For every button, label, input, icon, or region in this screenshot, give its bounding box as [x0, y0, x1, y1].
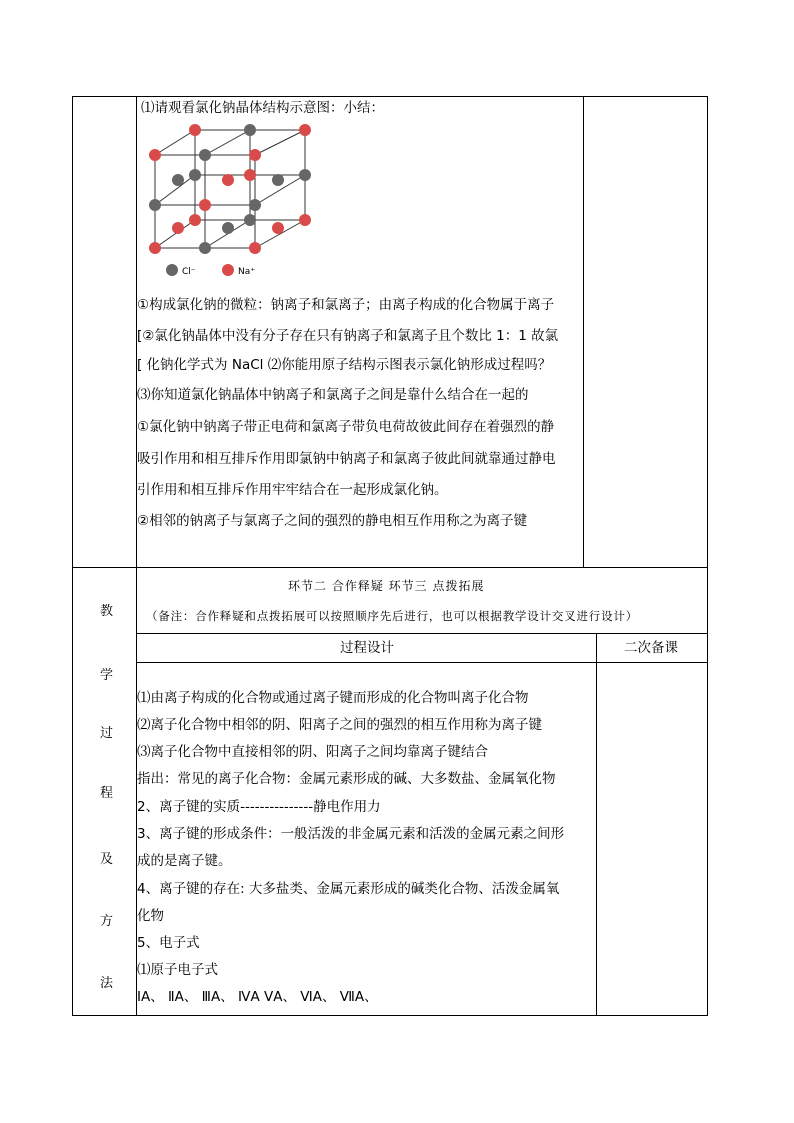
vertical-label-char: 方	[100, 914, 114, 929]
text-line: [②氯化钠晶体中没有分子存在只有钠离子和氯离子且个数比 1：1 故氯	[137, 328, 559, 344]
text-line: 指出：常见的离子化合物：金属元素形成的碱、大多数盐、金属氧化物	[137, 771, 556, 787]
table-bottom-border	[72, 1015, 708, 1016]
text-line: 5、电子式	[137, 935, 200, 951]
text-line: 4、离子键的存在: 大多盐类、金属元素形成的碱类化合物、活泼金属氧	[137, 881, 560, 897]
text-line: ⅠA、 ⅡA、 ⅢA、 ⅣA ⅤA、 ⅥA、 ⅦA、	[137, 989, 378, 1005]
text-line: ⑴请观看氯化钠晶体结构示意图：小结：	[141, 100, 384, 116]
text-line: 2、离子键的实质---------------静电作用力	[137, 799, 381, 815]
text-line: ⑵离子化合物中相邻的阴、阳离子之间的强烈的相互作用称为离子键	[137, 717, 542, 733]
text-line: ①构成氯化钠的微粒：钠离子和氯离子；由离子构成的化合物属于离子	[137, 297, 555, 313]
column-header-process: 过程设计	[340, 640, 394, 656]
vertical-label-char: 法	[100, 976, 114, 991]
text-line: ②相邻的钠离子与氯离子之间的强烈的静电相互作用称之为离子键	[137, 513, 528, 529]
legend-na: Na⁺	[238, 267, 255, 277]
text-line: ⑶你知道氯化钠晶体中钠离子和氯离子之间是靠什么结合在一起的	[137, 387, 529, 403]
text-line: 引作用和相互排斥作用牢牢结合在一起形成氯化钠。	[137, 482, 448, 498]
table-left-border	[72, 96, 73, 1016]
text-line: ⑶离子化合物中直接相邻的阴、阳离子之间均靠离子键结合	[137, 744, 488, 760]
label-column-divider	[136, 96, 137, 1016]
text-line: ⑴原子电子式	[137, 962, 218, 978]
note-divider	[136, 633, 708, 634]
vertical-label-char: 及	[100, 852, 114, 867]
text-line: 3、离子键的形成条件：一般活泼的非金属元素和活泼的金属元素之间形	[137, 826, 565, 842]
text-line: 成的是离子键。	[137, 853, 232, 869]
table-right-border	[707, 96, 708, 1016]
section-divider	[72, 567, 708, 568]
table-top-border	[72, 96, 708, 97]
header-row-divider	[136, 662, 708, 663]
column-header-secondary: 二次备课	[624, 640, 678, 656]
section-note: （备注：合作释疑和点拨拓展可以按照顺序先后进行，也可以根据教学设计交叉进行设计）	[146, 609, 638, 623]
text-line: 吸引作用和相互排斥作用即氯钠中钠离子和氯离子彼此间就靠通过静电	[137, 451, 556, 467]
text-line: ⑴由离子构成的化合物或通过离子键而形成的化合物叫离子化合物	[137, 690, 529, 706]
section-header: 环节二 合作释疑 环节三 点拨拓展	[288, 579, 485, 593]
text-line: 化物	[137, 908, 164, 924]
upper-secondary-divider	[583, 96, 584, 568]
vertical-label-char: 程	[100, 786, 114, 801]
vertical-label-char: 教	[100, 604, 114, 619]
vertical-label-char: 过	[100, 726, 114, 741]
vertical-label-char: 学	[100, 668, 114, 683]
text-line: ①氯化钠中钠离子带正电荷和氯离子带负电荷故彼此间存在着强烈的静	[137, 419, 555, 435]
legend-cl: Cl⁻	[182, 267, 196, 277]
nacl-crystal-diagram	[140, 120, 340, 280]
process-secondary-divider	[596, 633, 597, 1016]
text-line: [ 化钠化学式为 NaCl ⑵你能用原子结构示图表示氯化钠形成过程吗？	[137, 357, 552, 373]
